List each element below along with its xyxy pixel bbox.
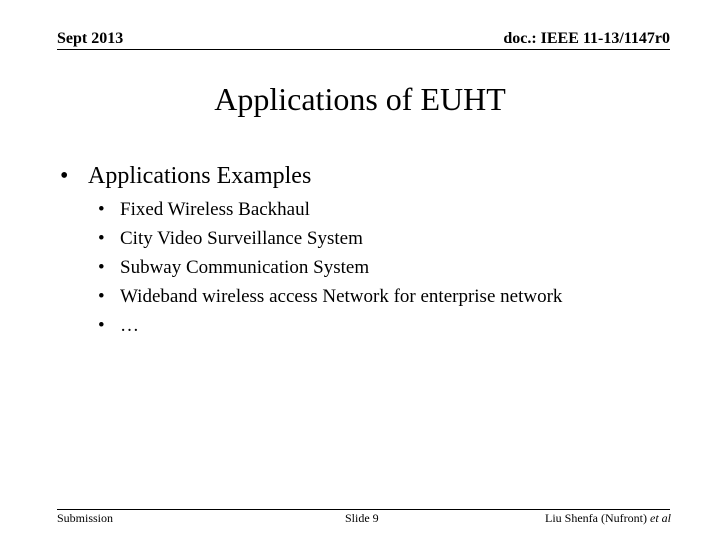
bullet-icon: • (98, 257, 105, 278)
sub-bullet-text: City Video Surveillance System (120, 228, 363, 249)
bullet-icon: • (98, 315, 105, 336)
footer-slide-number: Slide 9 (345, 511, 379, 525)
sub-bullet-item (98, 253, 562, 282)
footer-author-suffix: et al (650, 511, 671, 525)
sub-bullet-item (98, 195, 562, 224)
footer-submission: Submission (57, 511, 114, 525)
header-date: Sept 2013 (57, 30, 124, 47)
header-rule (57, 49, 670, 50)
bullet-icon: • (98, 199, 105, 220)
footer-author-name: Liu Shenfa (Nufront) (545, 511, 647, 525)
sub-bullet-text: Fixed Wireless Backhaul (120, 199, 310, 220)
sub-bullet-item (98, 311, 562, 340)
sub-bullet-item (98, 282, 562, 311)
bullet-level1-text: Applications Examples (88, 163, 312, 189)
slide-title: Applications of EUHT (214, 81, 506, 117)
footer-rule (57, 509, 670, 510)
bullet-icon: • (98, 228, 105, 249)
footer-author (545, 511, 671, 525)
header-doc-id: doc.: IEEE 11-13/1147r0 (503, 30, 670, 47)
sub-bullet-item (98, 224, 562, 253)
sub-bullet-text: Wideband wireless access Network for enterprise network (120, 286, 563, 307)
sub-bullet-list (98, 195, 562, 340)
sub-bullet-text: Subway Communication System (120, 257, 370, 278)
bullet-icon: • (60, 163, 69, 189)
sub-bullet-text: … (120, 315, 139, 336)
bullet-level1 (60, 162, 311, 190)
bullet-icon: • (98, 286, 105, 307)
